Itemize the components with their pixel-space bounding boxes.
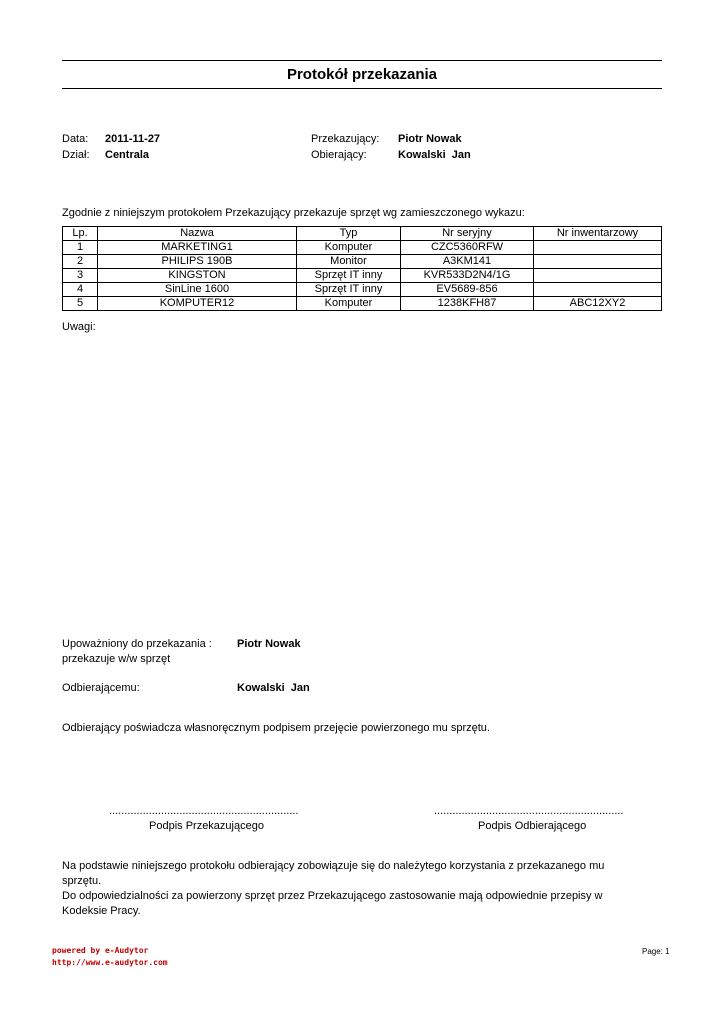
sender-value: Piotr Nowak <box>398 133 462 145</box>
authorized-line1: Upoważniony do przekazania : <box>62 638 212 650</box>
confirmation-text: Odbierający poświadcza własnoręcznym podpisem przejęcie powierzonego mu sprzętu. <box>62 722 490 734</box>
table-row <box>63 255 662 269</box>
table-header-row <box>63 227 662 241</box>
cell-nr-inwentarzowy <box>534 269 662 283</box>
cell-lp: 2 <box>63 255 98 269</box>
cell-lp: 1 <box>63 241 98 255</box>
signature-line-receiver: .............................................................. <box>434 805 624 817</box>
recipient-value: Kowalski Jan <box>237 682 310 694</box>
legal-line-4: Kodeksie Pracy. <box>62 905 141 917</box>
cell-nazwa: MARKETING1 <box>98 241 297 255</box>
recipient-label: Odbierającemu: <box>62 682 140 694</box>
legal-line-2: sprzętu. <box>62 875 102 887</box>
sender-label: Przekazujący: <box>311 133 380 145</box>
cell-nr-seryjny: 1238KFH87 <box>401 297 534 311</box>
remarks-label: Uwagi: <box>62 321 96 333</box>
cell-nr-inwentarzowy <box>534 255 662 269</box>
cell-lp: 3 <box>63 269 98 283</box>
date-value: 2011-11-27 <box>105 133 161 145</box>
equipment-table <box>62 226 662 311</box>
cell-typ: Monitor <box>297 255 401 269</box>
cell-nazwa: SinLine 1600 <box>98 283 297 297</box>
website-link[interactable]: http://www.e-audytor.com <box>52 958 168 967</box>
cell-nr-inwentarzowy <box>534 283 662 297</box>
authorized-line2: przekazuje w/w sprzęt <box>62 653 171 665</box>
cell-nr-seryjny: A3KM141 <box>401 255 534 269</box>
department-label: Dział: <box>62 149 90 161</box>
table-row <box>63 269 662 283</box>
header-nr-inwentarzowy: Nr inwentarzowy <box>534 227 662 241</box>
receiver-value: Kowalski Jan <box>398 149 471 161</box>
cell-nr-seryjny: EV5689-856 <box>401 283 534 297</box>
table-row <box>63 297 662 311</box>
cell-nazwa: KOMPUTER12 <box>98 297 297 311</box>
signature-label-receiver: Podpis Odbierającego <box>478 820 587 832</box>
department-value: Centrala <box>105 149 150 161</box>
intro-text: Zgodnie z niniejszym protokołem Przekazujący przekazuje sprzęt wg zamieszczonego wykazu: <box>62 207 525 219</box>
cell-nazwa: KINGSTON <box>98 269 297 283</box>
cell-typ: Komputer <box>297 241 401 255</box>
cell-nazwa: PHILIPS 190B <box>98 255 297 269</box>
header-nazwa: Nazwa <box>98 227 297 241</box>
signature-line-sender: .............................................................. <box>109 805 299 817</box>
receiver-label: Obierający: <box>311 149 367 161</box>
cell-nr-inwentarzowy: ABC12XY2 <box>534 297 662 311</box>
header-nr-seryjny: Nr seryjny <box>401 227 534 241</box>
cell-nr-seryjny: CZC5360RFW <box>401 241 534 255</box>
cell-typ: Sprzęt IT inny <box>297 269 401 283</box>
date-label: Data: <box>62 133 89 145</box>
cell-typ: Sprzęt IT inny <box>297 283 401 297</box>
header-typ: Typ <box>297 227 401 241</box>
authorized-value: Piotr Nowak <box>237 638 301 650</box>
page-number: Page: 1 <box>642 947 670 956</box>
table-row <box>63 283 662 297</box>
cell-lp: 5 <box>63 297 98 311</box>
signature-label-sender: Podpis Przekazującego <box>149 820 264 832</box>
title-underline <box>62 88 662 89</box>
cell-typ: Komputer <box>297 297 401 311</box>
top-rule <box>62 60 662 61</box>
cell-lp: 4 <box>63 283 98 297</box>
powered-by-text: powered by e-Audytor <box>52 946 149 955</box>
table-row <box>63 241 662 255</box>
legal-line-3: Do odpowiedzialności za powierzony sprzęt przez Przekazującego zastosowanie mają odpowiednie przepisy w <box>62 890 603 902</box>
cell-nr-inwentarzowy <box>534 241 662 255</box>
cell-nr-seryjny: KVR533D2N4/1G <box>401 269 534 283</box>
header-lp: Lp. <box>63 227 98 241</box>
legal-line-1: Na podstawie niniejszego protokołu odbierający zobowiązuje się do należytego korzystania z przekazanego mu <box>62 860 605 872</box>
page-title: Protokół przekazania <box>286 66 438 83</box>
legal-text <box>62 859 662 919</box>
